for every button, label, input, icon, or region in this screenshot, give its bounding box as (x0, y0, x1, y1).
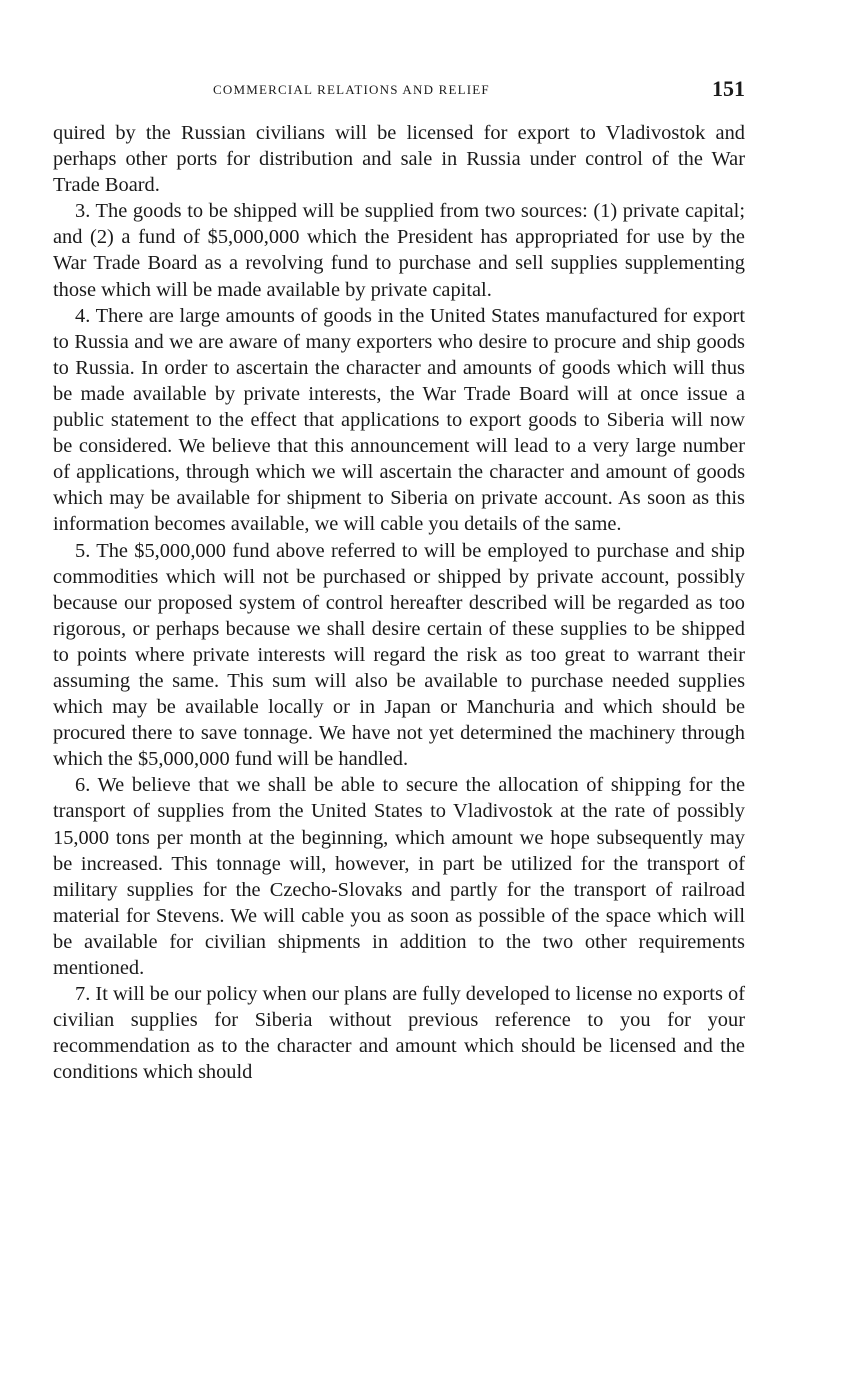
document-page (53, 72, 745, 1085)
running-head (53, 72, 745, 106)
body-text (53, 120, 745, 1085)
paragraph-continued: quired by the Russian civilians will be licensed for export to Vladivostok and perhaps other ports for distribution and sale in Russia under control of the War Trade Board. (53, 122, 745, 197)
paragraph-6: 6. We believe that we shall be able to secure the allocation of shipping for the transport of supplies from the United States to Vladivostok at the rate of possibly 15,000 tons per month at the beginning, which amount we hope subsequently may be increased. This tonnage will, however, in part be utilized for the transport of military supplies for the Czecho-Slovaks and partly for the transport of railroad material for Stevens. We will cable you as soon as possible of the space which will be available for civilian shipments in addition to the two other requirements mentioned. (53, 774, 745, 979)
paragraph-4: 4. There are large amounts of goods in the United States manufactured for export to Russia and we are aware of many exporters who desire to procure and ship goods to Russia. In order to ascertain the character and amounts of goods which will thus be made available by private interests, the War Trade Board will at once issue a public statement to the effect that applications to export goods to Siberia will now be considered. We believe that this announcement will lead to a very large number of applications, through which we will ascertain the character and amount of goods which may be available for shipment to Siberia on private account. As soon as this information becomes available, we will cable you details of the same. (53, 304, 745, 536)
paragraph-7: 7. It will be our policy when our plans are fully developed to license no exports of civilian supplies for Siberia without previous reference to you for your recommendation as to the character and amount which should be licensed and the conditions which should (53, 983, 745, 1084)
page-number: 151 (712, 76, 745, 101)
paragraph-5: 5. The $5,000,000 fund above referred to will be employed to purchase and ship commodities which will not be purchased or shipped by private account, possibly because our proposed system of control hereafter described will be regarded as too rigorous, or perhaps because we shall desire certain of these supplies to be shipped to points where private interests will regard the risk as too great to warrant their assuming the same. This sum will also be available to purchase needed supplies which may be available locally or in Japan or Manchuria and which should be procured there to save tonnage. We have not yet determined the machinery through which the $5,000,000 fund will be handled. (53, 539, 745, 771)
running-title: COMMERCIAL RELATIONS AND RELIEF (213, 82, 490, 97)
paragraph-3: 3. The goods to be shipped will be supplied from two sources: (1) private capital; and (2) a fund of $5,000,000 which the President has appropriated for use by the War Trade Board as a revolving fund to purchase and sell supplies supplementing those which will be made available by private capital. (53, 200, 745, 301)
